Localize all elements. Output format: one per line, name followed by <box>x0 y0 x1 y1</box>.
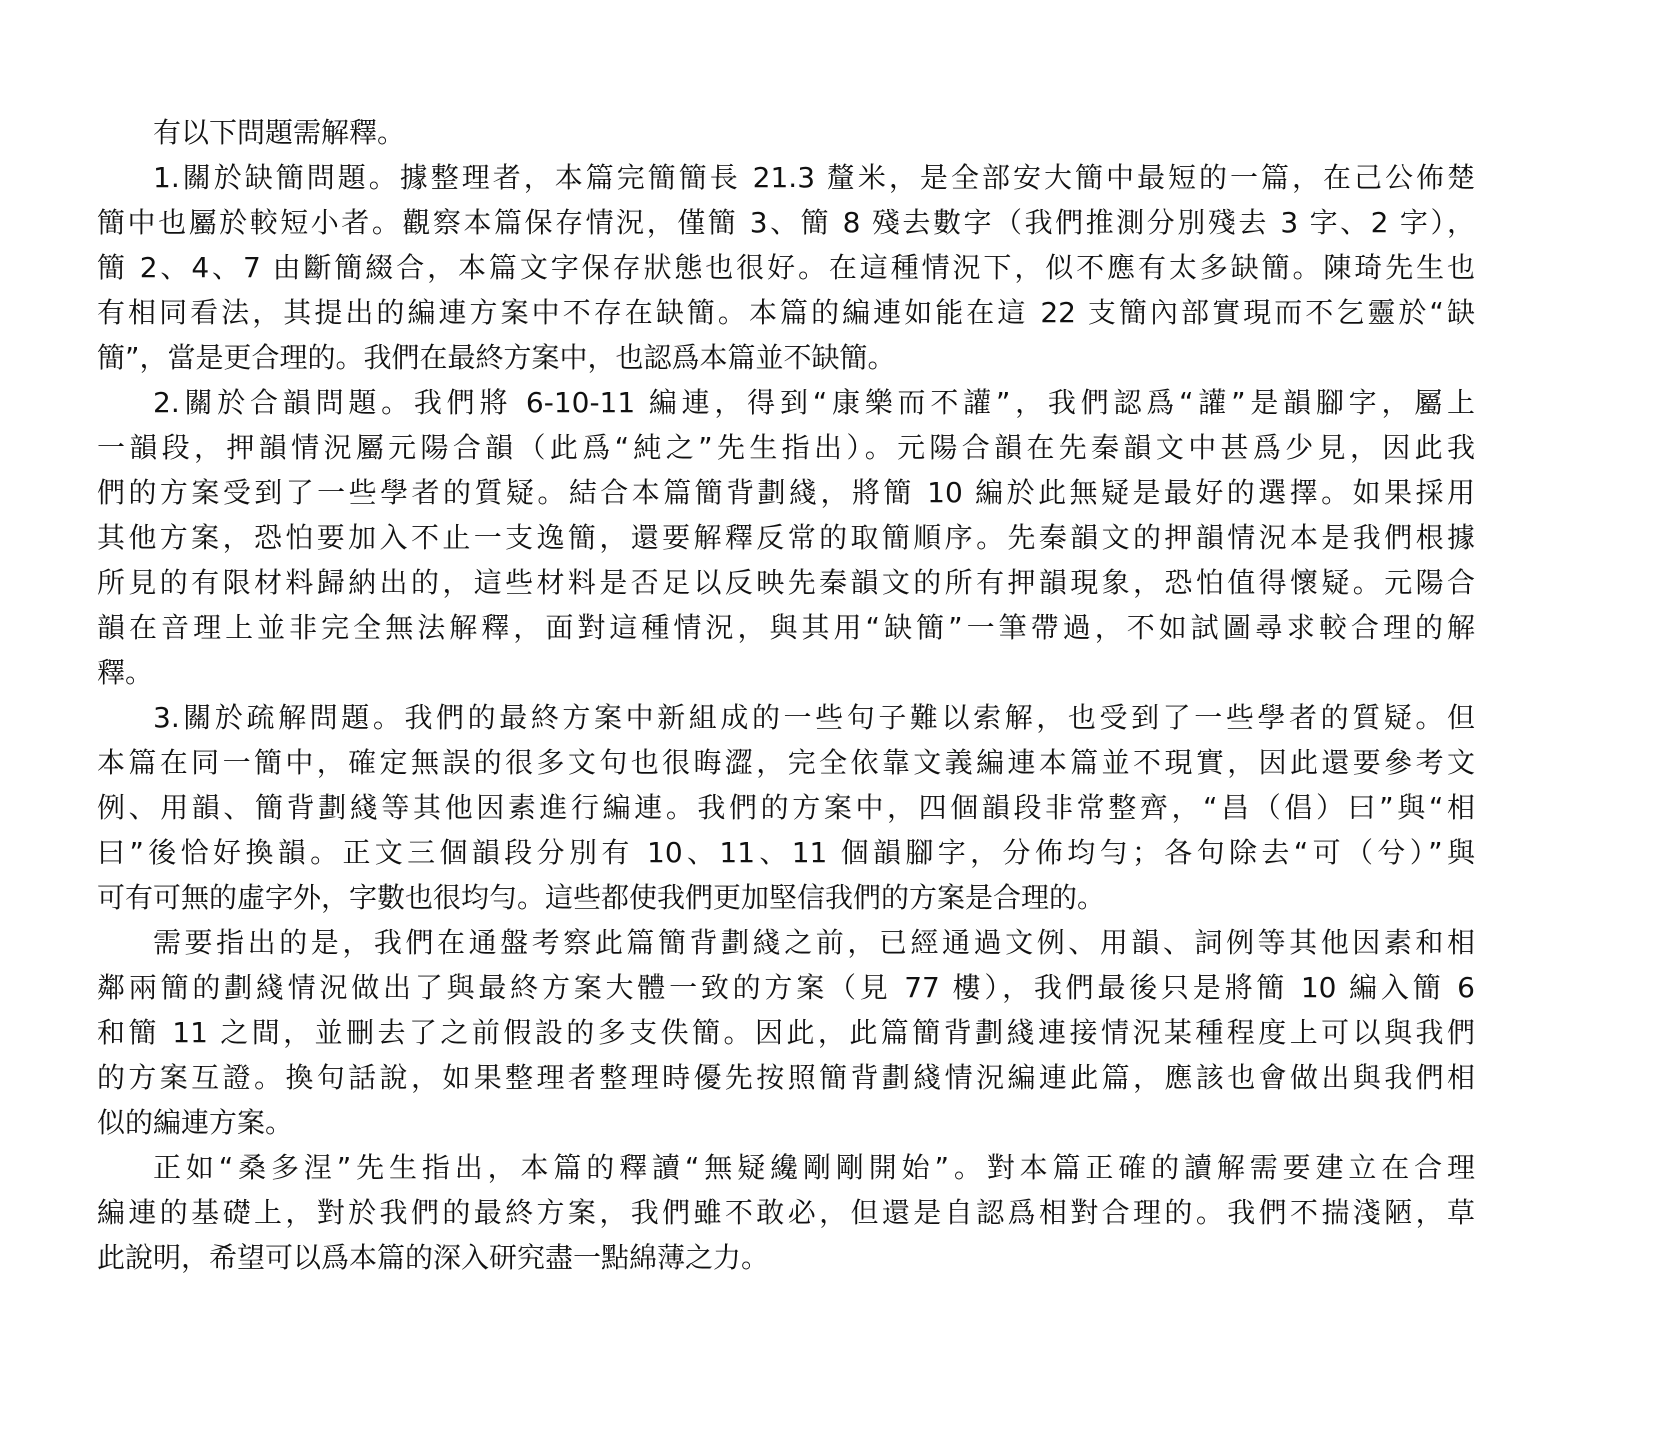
paragraph <box>97 110 1475 155</box>
text-line: 和簡 11 之間，並刪去了之前假設的多支佚簡。因此，此篇簡背劃綫連接情況某種程度上可以與我們 <box>97 1016 1475 1049</box>
text-line: 釋。 <box>97 656 154 689</box>
text-line: 一韻段，押韻情況屬元陽合韻（此爲“純之”先生指出）。元陽合韻在先秦韻文中甚爲少見，因此我 <box>97 431 1475 464</box>
text-line: 韻在音理上並非完全無法解釋，面對這種情況，與其用“缺簡”一筆帶過，不如試圖尋求較合理的解 <box>97 611 1475 644</box>
text-line: 3.關於疏解問題。我們的最終方案中新組成的一些句子難以索解，也受到了一些學者的質疑。但 <box>153 701 1475 734</box>
paragraph <box>97 920 1475 1145</box>
text-line: 編連的基礎上，對於我們的最終方案，我們雖不敢必，但還是自認爲相對合理的。我們不揣淺陋，草 <box>97 1196 1475 1229</box>
text-line: 例、用韻、簡背劃綫等其他因素進行編連。我們的方案中，四個韻段非常整齊，“昌（倡）曰”與“相 <box>97 791 1475 824</box>
text-line: 2.關於合韻問題。我們將 6-10-11 編連，得到“康樂而不讙”，我們認爲“讙”是韻腳字，屬上 <box>153 386 1475 419</box>
text-line: 似的編連方案。 <box>97 1106 294 1139</box>
text-line: 曰”後恰好換韻。正文三個韻段分別有 10、11、11 個韻腳字，分佈均勻；各句除去“可（兮）”與 <box>97 836 1475 869</box>
text-line: 正如“桑多涅”先生指出，本篇的釋讀“無疑纔剛剛開始”。對本篇正確的讀解需要建立在合理 <box>153 1151 1475 1184</box>
document-body <box>97 110 1475 1280</box>
text-line: 簡 2、4、7 由斷簡綴合，本篇文字保存狀態也很好。在這種情況下，似不應有太多缺簡。陳琦先生也 <box>97 251 1475 284</box>
text-line: 有相同看法，其提出的編連方案中不存在缺簡。本篇的編連如能在這 22 支簡內部實現而不乞靈於“缺 <box>97 296 1475 329</box>
text-line: 的方案互證。換句話說，如果整理者整理時優先按照簡背劃綫情況編連此篇，應該也會做出與我們相 <box>97 1061 1475 1094</box>
paragraph <box>97 155 1475 380</box>
text-line: 此說明，希望可以爲本篇的深入研究盡一點綿薄之力。 <box>97 1241 770 1274</box>
text-line: 有以下問題需解釋。 <box>153 116 406 149</box>
paragraph <box>97 695 1475 920</box>
text-line: 需要指出的是，我們在通盤考察此篇簡背劃綫之前，已經通過文例、用韻、詞例等其他因素和相 <box>153 926 1475 959</box>
text-line: 可有可無的虛字外，字數也很均勻。這些都使我們更加堅信我們的方案是合理的。 <box>97 881 1106 914</box>
text-line: 本篇在同一簡中，確定無誤的很多文句也很晦澀，完全依靠文義編連本篇並不現實，因此還要參考文 <box>97 746 1475 779</box>
text-line: 簡中也屬於較短小者。觀察本篇保存情況，僅簡 3、簡 8 殘去數字（我們推測分別殘去 3 字、2 字）， <box>97 206 1475 239</box>
text-line: 其他方案，恐怕要加入不止一支逸簡，還要解釋反常的取簡順序。先秦韻文的押韻情況本是我們根據 <box>97 521 1475 554</box>
text-line: 1.關於缺簡問題。據整理者，本篇完簡簡長 21.3 釐米，是全部安大簡中最短的一篇，在己公佈楚 <box>153 161 1475 194</box>
text-line: 鄰兩簡的劃綫情況做出了與最終方案大體一致的方案（見 77 樓），我們最後只是將簡 10 編入簡 6 <box>97 971 1475 1004</box>
text-line: 簡”，當是更合理的。我們在最終方案中，也認爲本篇並不缺簡。 <box>97 341 896 374</box>
text-line: 們的方案受到了一些學者的質疑。結合本篇簡背劃綫，將簡 10 編於此無疑是最好的選擇。如果採用 <box>97 476 1475 509</box>
paragraph <box>97 1145 1475 1280</box>
paragraph <box>97 380 1475 695</box>
text-line: 所見的有限材料歸納出的，這些材料是否足以反映先秦韻文的所有押韻現象，恐怕值得懷疑。元陽合 <box>97 566 1475 599</box>
